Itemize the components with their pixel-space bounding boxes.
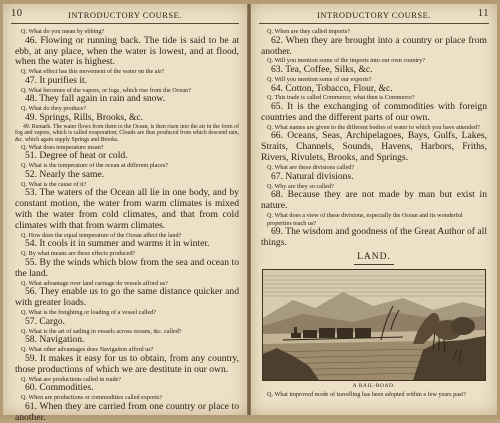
question-line: Q. This trade is called Commerce; what then is Commerce? xyxy=(267,94,415,102)
header-rule xyxy=(259,23,489,24)
answer-paragraph: 55. By the winds which blow from the sea and ocean to the land. xyxy=(15,256,239,279)
question-line: Q. What is the cause of it? xyxy=(21,180,87,188)
question-line: Q. What is the freighting or loading of a vessel called? xyxy=(21,309,157,317)
answer-paragraph: 62. When they are brought into a country or place from another. xyxy=(261,34,487,57)
section-heading: LAND. xyxy=(357,252,391,263)
railroad-engraving xyxy=(262,269,486,381)
answer-paragraph: 49. Springs, Rills, Brooks, &c. xyxy=(25,111,144,123)
right-page-header xyxy=(259,10,489,24)
answer-paragraph: 64. Cotton, Tobacco, Flour, &c. xyxy=(271,82,393,94)
question-line: Q. When are productions or commodities called exports? xyxy=(21,394,163,402)
remark-note: 49. Remark. The water flows from them to the Ocean, is then risen into the air in the form of fog and vapors, which is called evaporation; Clouds are thus produced from which descend rain, &c. which again supply Springs and Brooks. xyxy=(15,123,239,143)
answer-paragraph: 68. Because they are not made by man but exist in nature. xyxy=(261,189,487,212)
answer-paragraph: 65. It is the exchanging of commodities with foreign countries and the different parts of our own. xyxy=(261,101,487,123)
question-line: Q. What do they produce? xyxy=(21,105,87,113)
answer-paragraph: 54. It cools it in summer and warms it in winter. xyxy=(25,238,210,250)
question-line: Q. What advantage over land carriage do vessels afford us? xyxy=(21,279,168,287)
answer-paragraph: 56. They enable us to go the same distance quicker and with greater loads. xyxy=(15,286,239,309)
question-line: Q. When are they called imports? xyxy=(267,28,351,35)
question-line: Q. How does the equal temperature of the Ocean affect the land? xyxy=(21,231,182,239)
running-head: INTRODUCTORY COURSE. xyxy=(317,10,431,20)
question-line: Q. What effect has this movement of the water on the air? xyxy=(21,68,165,76)
header-rule xyxy=(11,23,239,24)
question-line: Q. What is the art of sailing in vessels across oceans, &c. called? xyxy=(21,327,182,335)
question-line: Q. What names are given to the different bodies of water to which you have attended? xyxy=(267,123,480,131)
answer-paragraph: 46. Flowing or running back. The tide is said to be at ebb, at any place, when the water is lowest, and at flood, when the water is highest. xyxy=(15,34,239,68)
engraving-caption: A RAIL-ROAD. xyxy=(352,383,396,390)
question-line: Q. What are productions called in trade? xyxy=(21,375,122,383)
answer-paragraph: 59. It makes it easy for us to obtain, from any country, those productions of which we are destitute in our own. xyxy=(15,352,239,375)
question-line: Q. What becomes of the vapors, or fogs, which rise from the Ocean? xyxy=(21,86,191,94)
question-line: Q. Why are they so called? xyxy=(267,182,334,190)
question-line: Q. By what means are these effects produced? xyxy=(21,250,136,258)
answer-paragraph: 69. The wisdom and goodness of the Great Author of all things. xyxy=(261,226,487,249)
page-number: 10 xyxy=(11,8,23,19)
answer-paragraph: 61. When they are carried from one country or place to another. xyxy=(15,400,239,423)
answer-paragraph: 52. Nearly the same. xyxy=(25,168,105,180)
answer-paragraph: 48. They fall again in rain and snow. xyxy=(25,93,166,105)
question-line: Q. Will you mention some of our exports? xyxy=(267,75,372,83)
question-line: Q. What does a view of these divisions, especially the Ocean and its wonderful properties teach us? xyxy=(267,212,463,227)
answer-paragraph: 66. Oceans, Seas, Archipelagoes, Bays, Gulfs, Lakes, Straits, Channels, Sounds, Havens, Harbors, Friths, Rivers, Rivulets, Brooks, and Springs. xyxy=(261,130,487,164)
answer-paragraph: 47. It purifies it. xyxy=(25,74,88,86)
answer-paragraph: 60. Commodities. xyxy=(25,382,94,394)
question-line: Q. What other advantages does Navigation afford us? xyxy=(21,346,154,354)
railroad-illustration xyxy=(263,270,485,380)
answer-paragraph: 63. Tea, Coffee, Silks, &c. xyxy=(271,64,373,75)
left-page xyxy=(3,4,247,423)
question-line: Q. What do you mean by ebbing? xyxy=(21,28,105,35)
answer-paragraph: 58. Navigation. xyxy=(25,334,85,346)
running-head: INTRODUCTORY COURSE. xyxy=(68,10,182,20)
right-qa-list xyxy=(261,28,487,249)
page-number: 11 xyxy=(477,8,489,19)
answer-paragraph: 51. Degree of heat or cold. xyxy=(25,150,128,162)
answer-paragraph: 53. The waters of the Ocean all lie in one body, and by constant motion, the water from warm climates is mixed with the water from cold climates, and that from cold climates with that from warm climates. xyxy=(15,187,239,231)
left-page-header xyxy=(11,10,239,24)
question-line: Q. What does temperature mean? xyxy=(21,143,104,151)
question-line: Q. What improved mode of travelling has been adopted within a few years past? xyxy=(267,391,466,399)
left-page-text xyxy=(15,28,239,423)
heading-rule xyxy=(354,264,394,265)
right-page xyxy=(251,4,497,415)
question-line: Q. What is the temperature of the ocean at different places? xyxy=(21,162,169,170)
answer-paragraph: 67. Natural divisions. xyxy=(271,170,354,182)
question-line: Q. Will you mention some of the imports into our own country? xyxy=(267,57,426,65)
question-line: Q. What are these divisions called? xyxy=(267,164,355,172)
answer-paragraph: 57. Cargo. xyxy=(25,315,66,327)
right-page-text xyxy=(261,28,487,399)
